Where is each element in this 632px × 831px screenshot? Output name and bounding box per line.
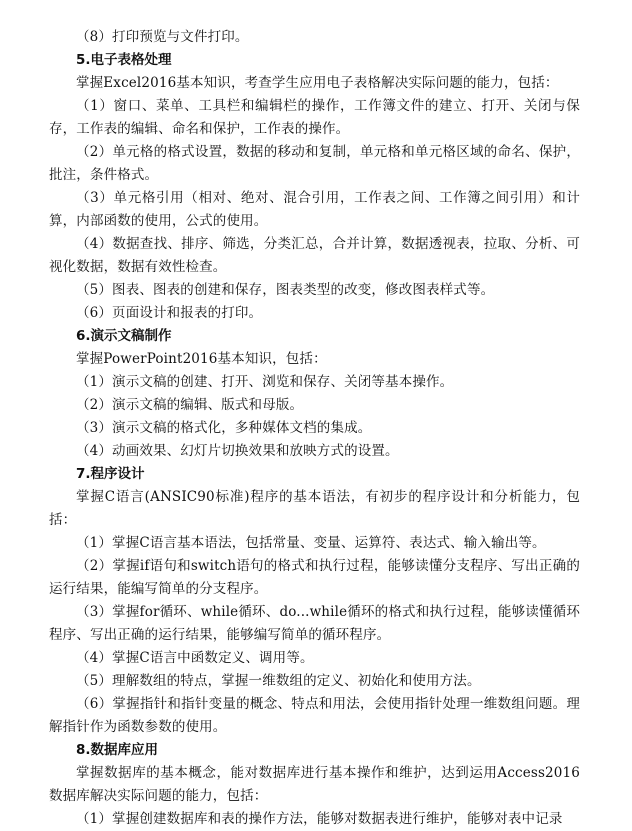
list-item: （4）数据查找、排序、筛选，分类汇总，合并计算，数据透视表，拉取、分析、可视化数据，数据有效性检查。 — [49, 236, 580, 275]
list-item: （2）掌握if语句和switch语句的格式和执行过程，能够读懂分支程序、写出正确的运行结果，能编写简单的分支程序。 — [49, 558, 580, 597]
section-heading-presentation: 6.演示文稿制作 — [76, 328, 172, 344]
list-item: （1）演示文稿的创建、打开、浏览和保存、关闭等基本操作。 — [76, 374, 454, 390]
list-item: （5）理解数组的特点，掌握一维数组的定义、初始化和使用方法。 — [76, 673, 481, 689]
list-item: （5）图表、图表的创建和保存，图表类型的改变，修改图表样式等。 — [76, 282, 495, 298]
list-item: （1）掌握创建数据库和表的操作方法，能够对数据表进行维护，能够对表中记录 — [76, 811, 563, 827]
list-item: （6）掌握指针和指针变量的概念、特点和用法，会使用指针处理一维数组问题。理解指针作为函数参数的使用。 — [49, 696, 580, 735]
list-item: （3）单元格引用（相对、绝对、混合引用，工作表之间、工作簿之间引用）和计算，内部函数的使用，公式的使用。 — [49, 190, 580, 229]
list-item: （8）打印预览与文件打印。 — [76, 29, 249, 45]
list-item: （2）演示文稿的编辑、版式和母版。 — [76, 397, 304, 413]
list-item: （1）掌握C语言基本语法，包括常量、变量、运算符、表达式、输入输出等。 — [76, 535, 546, 551]
section-heading-spreadsheet: 5.电子表格处理 — [76, 52, 172, 68]
section-intro: 掌握数据库的基本概念，能对数据库进行基本操作和维护，达到运用Access2016数据库解决实际问题的能力，包括： — [49, 765, 580, 804]
section-heading-programming: 7.程序设计 — [76, 466, 145, 482]
section-intro: 掌握PowerPoint2016基本知识，包括： — [76, 351, 327, 367]
list-item: （6）页面设计和报表的打印。 — [76, 305, 263, 321]
section-intro: 掌握C语言(ANSIC90标准)程序的基本语法，有初步的程序设计和分析能力，包括： — [49, 489, 580, 528]
list-item: （3）掌握for循环、while循环、do...while循环的格式和执行过程，能够读懂循环程序、写出正确的运行结果，能够编写简单的循环程序。 — [49, 604, 580, 643]
section-heading-database: 8.数据库应用 — [76, 742, 159, 758]
list-item: （1）窗口、菜单、工具栏和编辑栏的操作，工作簿文件的建立、打开、关闭与保存，工作表的编辑、命名和保护，工作表的操作。 — [49, 98, 580, 137]
list-item: （4）动画效果、幻灯片切换效果和放映方式的设置。 — [76, 443, 399, 459]
section-intro: 掌握Excel2016基本知识，考查学生应用电子表格解决实际问题的能力，包括： — [76, 75, 559, 91]
document-page — [49, 26, 580, 831]
list-item: （2）单元格的格式设置，数据的移动和复制，单元格和单元格区域的命名、保护，批注，条件格式。 — [49, 144, 580, 183]
list-item: （4）掌握C语言中函数定义、调用等。 — [76, 650, 314, 666]
list-item: （3）演示文稿的格式化，多种媒体文档的集成。 — [76, 420, 372, 436]
